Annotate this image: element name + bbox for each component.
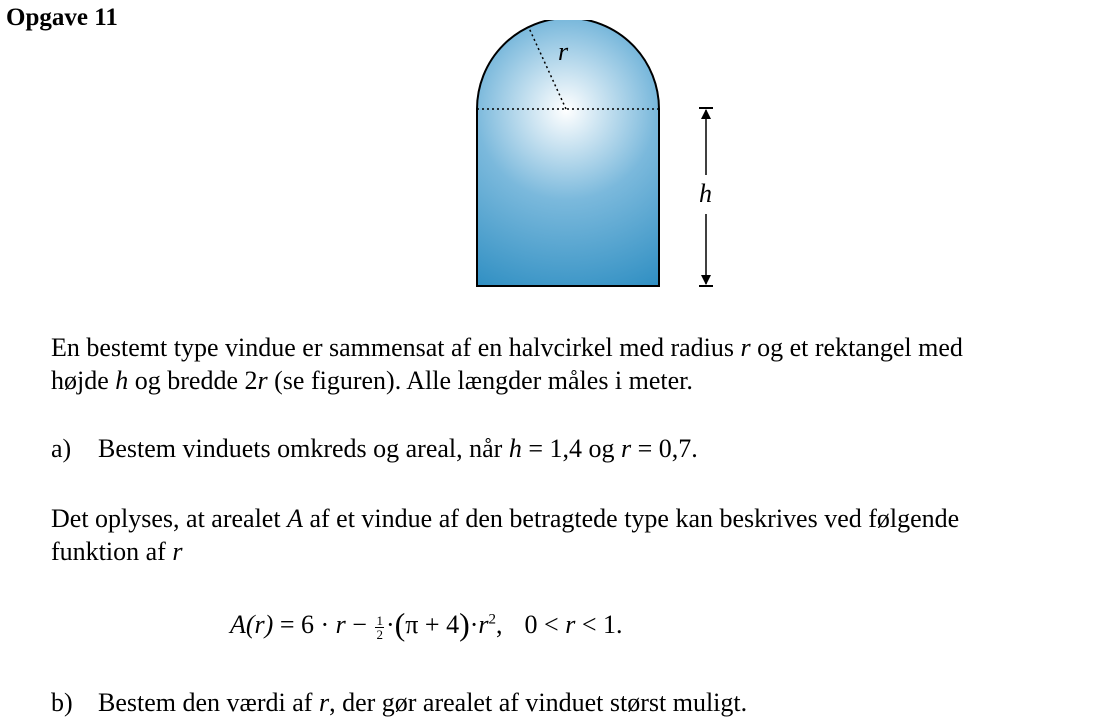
intro-text-4: og bredde 2: [128, 366, 258, 395]
formula-fraction: [375, 614, 384, 641]
formula-domain-hi: < 1.: [575, 610, 623, 639]
formula-arg: (r): [245, 610, 274, 639]
intro-text-2: og et rektangel med: [750, 333, 963, 362]
part-b: [51, 686, 1111, 719]
formula-lparen: (: [394, 606, 406, 642]
formula-var-r-2: r: [478, 610, 489, 639]
given-text-1: Det oplyses, at arealet: [51, 504, 288, 533]
fraction-numerator: 1: [376, 612, 383, 628]
formula-exponent: 2: [488, 611, 497, 628]
var-r: r: [257, 366, 268, 395]
var-r: r: [318, 688, 330, 717]
given-text-3: funktion af: [51, 537, 173, 566]
given-text-2: af et vindue af den betragtede type kan beskrives ved følgende: [302, 504, 960, 533]
area-formula: [230, 606, 623, 643]
formula-dot-2: ·: [469, 610, 479, 639]
intro-text-3: højde: [51, 366, 116, 395]
part-a: [51, 432, 1111, 465]
formula-domain-lo: 0 <: [524, 610, 566, 639]
task-heading: Opgave 11: [6, 4, 118, 31]
formula-coef: = 6 ·: [273, 610, 336, 639]
fraction-denominator: 2: [376, 626, 383, 642]
var-r: r: [740, 333, 751, 362]
intro-text-5: (se figuren). Alle længder måles i meter.: [267, 366, 693, 395]
formula-fn: A: [230, 610, 246, 639]
part-a-label: a): [51, 434, 72, 463]
intro-text-1: En bestemt type vindue er sammensat af en halvcirkel med radius: [51, 333, 741, 362]
formula-var-r: r: [335, 610, 346, 639]
part-a-text-1: Bestem vinduets omkreds og areal, når: [98, 434, 509, 463]
formula-comma: ,: [496, 610, 503, 639]
part-a-text-2: = 1,4 og: [521, 434, 622, 463]
var-r: r: [172, 537, 183, 566]
part-b-text-1: Bestem den værdi af: [98, 688, 319, 717]
formula-dot: ·: [385, 610, 395, 639]
formula-pi-plus-4: π + 4: [405, 610, 460, 639]
given-paragraph: [51, 502, 1111, 568]
var-A: A: [287, 504, 303, 533]
formula-rparen: ): [459, 606, 470, 642]
part-b-text-2: , der gør arealet af vinduet størst muligt.: [329, 688, 748, 717]
formula-domain-var: r: [565, 610, 576, 639]
part-a-text-3: = 0,7.: [631, 434, 698, 463]
radius-label: r: [558, 37, 569, 66]
var-r: r: [621, 434, 632, 463]
formula-minus: −: [345, 610, 374, 639]
window-figure: [470, 20, 750, 295]
intro-paragraph: [51, 331, 1111, 397]
height-label: h: [699, 179, 712, 208]
var-h: h: [508, 434, 522, 463]
part-b-label: b): [51, 688, 73, 717]
var-h: h: [115, 366, 129, 395]
